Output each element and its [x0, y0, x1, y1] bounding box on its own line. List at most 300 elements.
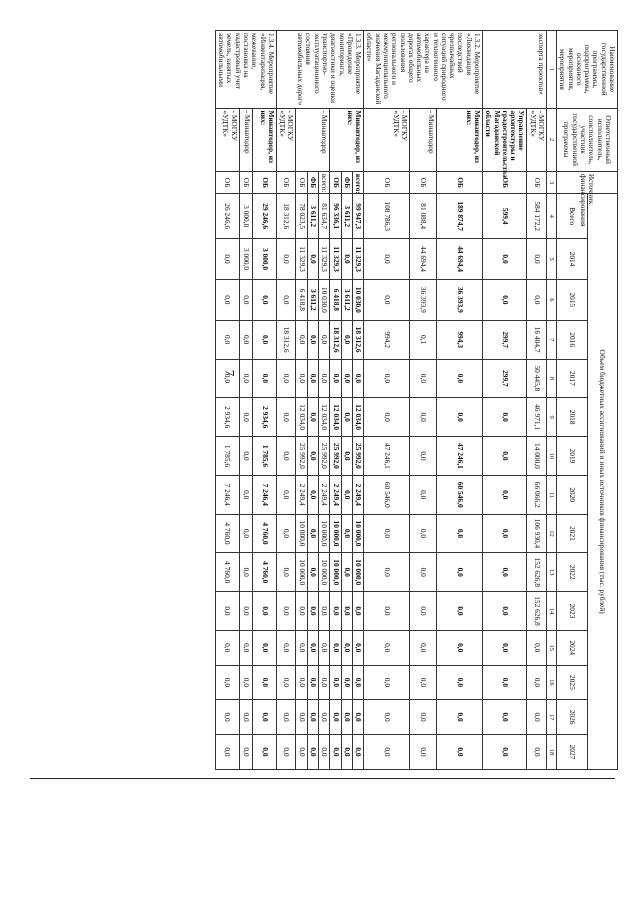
- header-year: 2026: [557, 700, 587, 735]
- header-year: 2023: [557, 592, 587, 631]
- value-cell: 0,0: [364, 734, 410, 769]
- value-cell: 25 992,0: [330, 437, 341, 476]
- row-name: экспорта проектов»: [483, 31, 547, 109]
- row-executor: - Минавтодор: [410, 108, 437, 171]
- header-year: 2020: [557, 475, 587, 514]
- value-cell: 0,0: [239, 437, 253, 476]
- value-cell: 96 336,1: [330, 194, 341, 239]
- value-cell: 3 611,2: [341, 194, 352, 239]
- value-cell: 3 611,2: [307, 194, 318, 239]
- value-cell: 4 760,0: [215, 514, 239, 553]
- value-cell: 0,0: [436, 359, 482, 398]
- row-name: 1.3.3. Мероприятие «Проведение мониторинга, диагностики и оценки транспортно-эксплуатационного состояния автомобильных дорог»: [276, 31, 363, 109]
- value-cell: 299,7: [483, 320, 527, 359]
- value-cell: 0,0: [436, 630, 482, 665]
- value-cell: 0,0: [296, 592, 307, 631]
- value-cell: 299,7: [483, 359, 527, 398]
- value-cell: 0,0: [364, 592, 410, 631]
- header-source: Источник финансирования: [557, 171, 618, 193]
- value-cell: 0,0: [239, 398, 253, 437]
- value-cell: 60 546,0: [364, 475, 410, 514]
- value-cell: 2 249,4: [352, 475, 363, 514]
- column-number: 9: [547, 398, 557, 437]
- row-executor: - Минавтодор: [239, 108, 253, 171]
- column-number: 13: [547, 553, 557, 592]
- value-cell: 0,0: [483, 734, 527, 769]
- value-cell: 0,0: [483, 592, 527, 631]
- value-cell: 0,0: [330, 359, 341, 398]
- value-cell: 0,0: [341, 398, 352, 437]
- value-cell: 0,0: [364, 553, 410, 592]
- value-cell: 0,0: [215, 734, 239, 769]
- value-cell: 0,0: [319, 359, 330, 398]
- value-cell: 0,0: [276, 239, 296, 280]
- value-cell: 0,0: [239, 665, 253, 700]
- header-year: 2017: [557, 359, 587, 398]
- value-cell: 0,0: [239, 475, 253, 514]
- value-cell: 0,0: [410, 630, 437, 665]
- value-cell: 0,0: [276, 630, 296, 665]
- row-source: ОБ: [215, 171, 239, 193]
- value-cell: 4 760,0: [215, 553, 239, 592]
- value-cell: 36 393,9: [436, 279, 482, 320]
- value-cell: 0,0: [352, 592, 363, 631]
- row-name: 1.3.2. Мероприятие «Ликвидация последствий чрезвычайных ситуаций природного и техногенного характера на автомобильных дорогах общего пользования регионального и межмуниципального значения Магаданской области»: [364, 31, 483, 109]
- value-cell: 0,0: [330, 700, 341, 735]
- value-cell: 44 694,4: [436, 239, 482, 280]
- value-cell: 0,0: [276, 700, 296, 735]
- value-cell: 0,0: [276, 514, 296, 553]
- column-number: 1: [547, 31, 557, 109]
- column-number: 4: [547, 194, 557, 239]
- value-cell: 18 312,6: [352, 320, 363, 359]
- value-cell: 0,0: [307, 320, 318, 359]
- value-cell: 0,0: [307, 630, 318, 665]
- value-cell: 0,0: [296, 359, 307, 398]
- value-cell: 0,0: [483, 239, 527, 280]
- column-number: 17: [547, 700, 557, 735]
- column-number: 12: [547, 514, 557, 553]
- value-cell: 0,0: [276, 437, 296, 476]
- table-row: [319, 31, 330, 770]
- table-row: [436, 31, 482, 770]
- value-cell: 0,0: [527, 630, 547, 665]
- column-number-row: [547, 31, 557, 770]
- value-cell: 81 088,4: [410, 194, 437, 239]
- column-number: 16: [547, 665, 557, 700]
- value-cell: 0,0: [296, 320, 307, 359]
- value-cell: 4 760,0: [253, 553, 277, 592]
- value-cell: 18 312,6: [330, 320, 341, 359]
- value-cell: 2 249,4: [296, 475, 307, 514]
- row-source: всего:: [352, 171, 363, 193]
- value-cell: 0,0: [527, 734, 547, 769]
- column-number: 5: [547, 239, 557, 280]
- value-cell: 0,0: [364, 514, 410, 553]
- value-cell: 0,0: [483, 398, 527, 437]
- value-cell: 26 246,6: [215, 194, 239, 239]
- column-number: 8: [547, 359, 557, 398]
- column-number: 18: [547, 734, 557, 769]
- value-cell: 44 694,4: [410, 239, 437, 280]
- value-cell: 0,0: [253, 359, 277, 398]
- value-cell: 0,0: [352, 700, 363, 735]
- value-cell: 47 246,1: [364, 437, 410, 476]
- value-cell: 584 172,2: [527, 194, 547, 239]
- value-cell: 0,0: [307, 514, 318, 553]
- table-row: [276, 31, 296, 770]
- value-cell: 0,0: [307, 398, 318, 437]
- value-cell: 36 393,9: [410, 279, 437, 320]
- value-cell: 3 611,2: [341, 279, 352, 320]
- row-source: ОБ: [527, 171, 547, 193]
- value-cell: 0,0: [527, 665, 547, 700]
- row-executor: - МОГКУ «УДТК»: [276, 108, 296, 171]
- header-total: Всего: [557, 194, 587, 239]
- row-executor: - Минавтодор: [296, 108, 330, 171]
- column-number: 2: [547, 108, 557, 171]
- value-cell: 0,0: [483, 553, 527, 592]
- horizontal-rule: [30, 778, 615, 779]
- column-number: 14: [547, 592, 557, 631]
- header-year: 2018: [557, 398, 587, 437]
- value-cell: 0,0: [276, 359, 296, 398]
- value-cell: 0,0: [239, 359, 253, 398]
- value-cell: 0,0: [410, 514, 437, 553]
- table-row: [527, 31, 547, 770]
- value-cell: 0,0: [527, 279, 547, 320]
- value-cell: 0,0: [276, 398, 296, 437]
- value-cell: 994,3: [436, 320, 482, 359]
- value-cell: 3 000,0: [239, 194, 253, 239]
- value-cell: 12 034,0: [296, 398, 307, 437]
- value-cell: 25 992,0: [352, 437, 363, 476]
- value-cell: 0,0: [352, 359, 363, 398]
- value-cell: 0,0: [410, 359, 437, 398]
- value-cell: 0,0: [215, 700, 239, 735]
- value-cell: 11 329,3: [352, 239, 363, 280]
- value-cell: 0,0: [410, 398, 437, 437]
- value-cell: 0,0: [341, 514, 352, 553]
- value-cell: 0,0: [410, 665, 437, 700]
- rotated-table-sheet: [58, 30, 618, 770]
- row-source: ОБ: [483, 171, 527, 193]
- value-cell: 2 249,4: [319, 475, 330, 514]
- value-cell: 14 000,0: [527, 437, 547, 476]
- value-cell: 994,2: [364, 320, 410, 359]
- value-cell: 46 971,1: [527, 398, 547, 437]
- value-cell: 0,0: [483, 700, 527, 735]
- value-cell: 12 034,0: [352, 398, 363, 437]
- value-cell: 10 000,0: [296, 553, 307, 592]
- value-cell: 7 246,4: [253, 475, 277, 514]
- value-cell: 10 030,0: [319, 279, 330, 320]
- value-cell: 11 329,3: [330, 239, 341, 280]
- row-source: ОБ: [239, 171, 253, 193]
- value-cell: 0,0: [364, 700, 410, 735]
- value-cell: 0,0: [341, 475, 352, 514]
- row-source: ОБ: [410, 171, 437, 193]
- value-cell: 0,0: [341, 320, 352, 359]
- row-source: всего:: [319, 171, 330, 193]
- value-cell: 0,0: [307, 359, 318, 398]
- value-cell: 0,0: [341, 630, 352, 665]
- value-cell: 0,0: [215, 665, 239, 700]
- value-cell: 0,0: [352, 630, 363, 665]
- value-cell: 0,0: [483, 630, 527, 665]
- value-cell: 11 329,3: [296, 239, 307, 280]
- value-cell: 12 034,0: [319, 398, 330, 437]
- value-cell: 0,0: [436, 592, 482, 631]
- row-name: 1.3.4. Мероприятие «Инвентаризация, межевание, постановка на кадастровый учет земель, занятых автомобильными: [215, 31, 276, 109]
- header-year: 2015: [557, 279, 587, 320]
- table-row: [364, 31, 410, 770]
- value-cell: 11 329,3: [319, 239, 330, 280]
- value-cell: 2 249,4: [330, 475, 341, 514]
- header-executor: Ответственный исполнитель, соисполнитель, участник государственной программы: [557, 108, 618, 171]
- value-cell: 0,0: [239, 734, 253, 769]
- value-cell: 0,0: [364, 630, 410, 665]
- row-executor: - МОГКУ «УДТК»: [364, 108, 410, 171]
- value-cell: 0,0: [352, 734, 363, 769]
- value-cell: 25 992,0: [319, 437, 330, 476]
- value-cell: 0,0: [483, 437, 527, 476]
- value-cell: 0,0: [364, 359, 410, 398]
- value-cell: 0,0: [276, 734, 296, 769]
- value-cell: 81 634,7: [319, 194, 330, 239]
- value-cell: 0,0: [483, 279, 527, 320]
- value-cell: 60 546,0: [436, 475, 482, 514]
- table-row: [215, 31, 239, 770]
- value-cell: 0,0: [307, 437, 318, 476]
- value-cell: 108 786,3: [364, 194, 410, 239]
- header-year: 2019: [557, 437, 587, 476]
- value-cell: 1 785,6: [215, 437, 239, 476]
- value-cell: 0,0: [341, 734, 352, 769]
- value-cell: 0,0: [296, 734, 307, 769]
- row-source: ОБ: [364, 171, 410, 193]
- column-number: 11: [547, 475, 557, 514]
- value-cell: 2 934,6: [215, 398, 239, 437]
- value-cell: 106 930,4: [527, 514, 547, 553]
- value-cell: 0,0: [276, 665, 296, 700]
- value-cell: 0,0: [296, 630, 307, 665]
- column-number: 6: [547, 279, 557, 320]
- row-executor: Минавтодор, из них:: [436, 108, 482, 171]
- value-cell: 0,0: [253, 592, 277, 631]
- column-number: 7: [547, 320, 557, 359]
- value-cell: 0,0: [215, 239, 239, 280]
- value-cell: 0,0: [410, 700, 437, 735]
- header-year: 2027: [557, 734, 587, 769]
- value-cell: 78 023,5: [296, 194, 307, 239]
- header-year: 2025: [557, 665, 587, 700]
- value-cell: 0,0: [341, 665, 352, 700]
- value-cell: 3 000,0: [253, 239, 277, 280]
- row-executor: Управление архитектуры и градостроительства Магаданской области: [483, 108, 527, 171]
- value-cell: 66 066,2: [527, 475, 547, 514]
- value-cell: 0,0: [253, 630, 277, 665]
- value-cell: 50 445,8: [527, 359, 547, 398]
- value-cell: 0,0: [276, 279, 296, 320]
- value-cell: 0,0: [253, 734, 277, 769]
- value-cell: 0,0: [239, 592, 253, 631]
- value-cell: 0,0: [253, 700, 277, 735]
- page-number: 7: [222, 369, 238, 377]
- value-cell: 0,0: [319, 630, 330, 665]
- row-source: ФБ: [307, 171, 318, 193]
- value-cell: 10 000,0: [319, 514, 330, 553]
- value-cell: 0,0: [436, 700, 482, 735]
- value-cell: 0,0: [307, 734, 318, 769]
- value-cell: 0,0: [341, 553, 352, 592]
- value-cell: 10 000,0: [330, 514, 341, 553]
- value-cell: 0,0: [296, 665, 307, 700]
- value-cell: 0,0: [239, 553, 253, 592]
- value-cell: 47 246,1: [436, 437, 482, 476]
- table-row: [352, 31, 363, 770]
- table-wrapper: [58, 30, 618, 770]
- header-year: 2016: [557, 320, 587, 359]
- value-cell: 29 246,6: [253, 194, 277, 239]
- value-cell: 10 000,0: [319, 553, 330, 592]
- value-cell: 0,0: [436, 734, 482, 769]
- value-cell: 0,0: [307, 665, 318, 700]
- table-row: [483, 31, 527, 770]
- value-cell: 2 934,6: [253, 398, 277, 437]
- value-cell: 0,0: [276, 592, 296, 631]
- value-cell: 18 312,6: [276, 320, 296, 359]
- header-year: 2022: [557, 553, 587, 592]
- value-cell: 0,0: [296, 700, 307, 735]
- value-cell: 3 000,0: [239, 239, 253, 280]
- column-number: 10: [547, 437, 557, 476]
- value-cell: 0,0: [319, 700, 330, 735]
- value-cell: 0,0: [483, 514, 527, 553]
- funding-table: [215, 30, 618, 770]
- header-year: 2024: [557, 630, 587, 665]
- header-year: 2014: [557, 239, 587, 280]
- column-number: 3: [547, 171, 557, 193]
- value-cell: 0,0: [253, 320, 277, 359]
- table-row: [239, 31, 253, 770]
- value-cell: 0,0: [341, 592, 352, 631]
- value-cell: 0,0: [253, 279, 277, 320]
- value-cell: 6 418,8: [296, 279, 307, 320]
- header-year: 2021: [557, 514, 587, 553]
- value-cell: 0,0: [364, 398, 410, 437]
- value-cell: 10 030,0: [352, 279, 363, 320]
- row-executor: - МОГКУ «УДТК»: [527, 108, 547, 171]
- value-cell: 0,0: [436, 553, 482, 592]
- value-cell: 0,0: [319, 734, 330, 769]
- value-cell: 18 312,6: [276, 194, 296, 239]
- value-cell: 0,0: [364, 665, 410, 700]
- value-cell: 0,0: [483, 475, 527, 514]
- row-executor: Минавтодор, из них:: [330, 108, 364, 171]
- value-cell: 0,0: [341, 700, 352, 735]
- value-cell: 0,0: [307, 239, 318, 280]
- value-cell: 12 034,0: [330, 398, 341, 437]
- header-name: Наименование государственной программы, подпрограммы, основного мероприятия, мероприятия: [557, 31, 618, 109]
- value-cell: 0,0: [239, 700, 253, 735]
- value-cell: 0,0: [410, 553, 437, 592]
- table-body: [215, 31, 546, 770]
- value-cell: 0,0: [215, 320, 239, 359]
- value-cell: 10 000,0: [330, 553, 341, 592]
- value-cell: 99 947,3: [352, 194, 363, 239]
- value-cell: 0,0: [307, 475, 318, 514]
- row-source: ОБ: [296, 171, 307, 193]
- value-cell: 152 626,8: [527, 592, 547, 631]
- value-cell: 0,0: [215, 279, 239, 320]
- row-executor: Минавтодор, из них:: [253, 108, 277, 171]
- row-source: ОБ: [276, 171, 296, 193]
- value-cell: 0,0: [215, 592, 239, 631]
- value-cell: 6 418,8: [330, 279, 341, 320]
- column-number: 15: [547, 630, 557, 665]
- row-executor: - МОГКУ «УДТК»: [215, 108, 239, 171]
- value-cell: 1 785,6: [253, 437, 277, 476]
- value-cell: 0,0: [330, 592, 341, 631]
- value-cell: 10 000,0: [296, 514, 307, 553]
- value-cell: 0,0: [436, 398, 482, 437]
- value-cell: 0,0: [527, 239, 547, 280]
- value-cell: 0,0: [436, 514, 482, 553]
- value-cell: 0,0: [319, 592, 330, 631]
- value-cell: 0,0: [239, 320, 253, 359]
- value-cell: 0,0: [483, 665, 527, 700]
- value-cell: 0,0: [410, 734, 437, 769]
- value-cell: 10 000,0: [352, 553, 363, 592]
- value-cell: 0,0: [341, 239, 352, 280]
- table-row: [253, 31, 277, 770]
- header-funding-title: Объем бюджетных ассигнований и иных источников финансирования (тыс. рублей): [587, 194, 617, 770]
- value-cell: 0,0: [276, 475, 296, 514]
- value-cell: 0,0: [330, 665, 341, 700]
- value-cell: 0,0: [330, 630, 341, 665]
- value-cell: 0,0: [253, 665, 277, 700]
- value-cell: 189 874,7: [436, 194, 482, 239]
- value-cell: 0,0: [364, 239, 410, 280]
- value-cell: 0,0: [239, 279, 253, 320]
- value-cell: 0,0: [307, 592, 318, 631]
- value-cell: 0,0: [239, 630, 253, 665]
- value-cell: 0,0: [364, 279, 410, 320]
- table-row: [410, 31, 437, 770]
- value-cell: 599,4: [483, 194, 527, 239]
- row-source: ОБ: [436, 171, 482, 193]
- value-cell: 4 760,0: [253, 514, 277, 553]
- value-cell: 0,0: [341, 359, 352, 398]
- value-cell: 0,0: [319, 320, 330, 359]
- value-cell: 10 000,0: [352, 514, 363, 553]
- value-cell: 0,0: [341, 437, 352, 476]
- value-cell: 0,0: [330, 734, 341, 769]
- value-cell: 0,0: [436, 665, 482, 700]
- value-cell: 0,0: [215, 630, 239, 665]
- value-cell: 3 611,2: [307, 279, 318, 320]
- value-cell: 0,0: [239, 514, 253, 553]
- value-cell: 0,0: [527, 700, 547, 735]
- value-cell: 0,0: [307, 553, 318, 592]
- value-cell: 0,0: [352, 665, 363, 700]
- row-source: ОБ: [253, 171, 277, 193]
- value-cell: 16 404,7: [527, 320, 547, 359]
- row-source: ФБ: [341, 171, 352, 193]
- value-cell: 0,0: [215, 359, 239, 398]
- value-cell: 7 246,4: [215, 475, 239, 514]
